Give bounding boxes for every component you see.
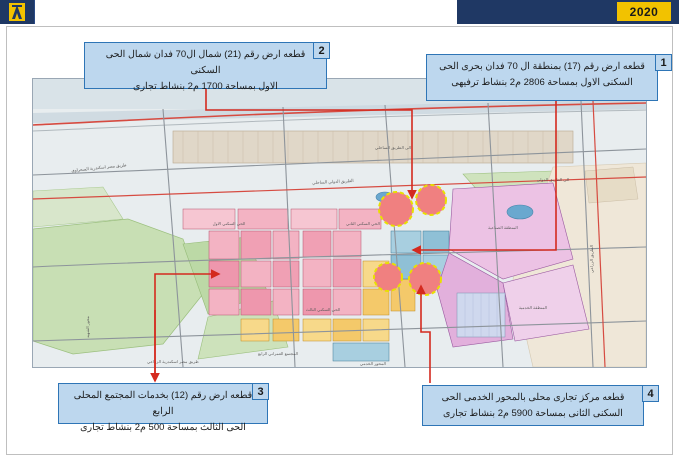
svg-text:الطريق الزراعي: الطريق الزراعي (589, 245, 594, 273)
top-bar (0, 0, 679, 24)
callout-box-3[interactable] (58, 383, 268, 433)
callout-box-2[interactable] (84, 42, 327, 92)
svg-text:الحي السكني الثاني: الحي السكني الثاني (346, 221, 380, 226)
svg-text:المنطقة الصناعية: المنطقة الصناعية (488, 225, 518, 230)
callout-number-2: 2 (313, 42, 330, 59)
year-badge: 2020 (617, 2, 671, 21)
callout-number-1: 1 (655, 54, 672, 71)
callout-number-3: 3 (252, 383, 269, 400)
callout-4-line-1: قطعه مركز تجارى محلى بالمحور الخدمى الحى (441, 392, 625, 403)
svg-text:الطريق الدولي الساحلي: الطريق الدولي الساحلي (312, 177, 354, 186)
callout-1-line-2: السكنى الاول بمساحة 2806 م2 بنشاط ترفيهى (451, 77, 633, 88)
map-graphic (33, 79, 646, 367)
callout-3-line-2: الحى الثالث بمساحة 500 م2 بنشاط تجارى (80, 422, 246, 433)
svg-text:الحي السكني الاول: الحي السكني الاول (212, 221, 246, 226)
callout-1-line-1: قطعه ارض رقم (17) بمنطقة ال 70 فدان بحرى الحى (439, 61, 645, 72)
callout-2-line-2: الاول بمساحة 1700 م2 بنشاط تجارى (133, 81, 278, 92)
city-map[interactable] (32, 78, 647, 368)
callout-box-1[interactable] (426, 54, 658, 101)
callout-4-line-2: السكنى الثانى بمساحة 5900 م2 بنشاط تجارى (443, 408, 623, 419)
svg-text:الى الطريق الدولي: الى الطريق الدولي (536, 177, 570, 182)
svg-text:الحي السكني الثالث: الحي السكني الثالث (305, 307, 341, 312)
callout-number-4: 4 (642, 385, 659, 402)
logo-container (0, 0, 35, 24)
svg-text:طريق مصر اسكندرية الصحراوي: طريق مصر اسكندرية الصحراوي (71, 162, 127, 173)
callout-2-line-1: قطعه ارض رقم (21) شمال ال70 فدان شمال الحى السكنى (105, 49, 306, 76)
svg-text:محور الشهيد: محور الشهيد (85, 316, 90, 338)
header-right-bar (457, 0, 679, 24)
callout-3-line-1: قطعه ارض رقم (12) بخدمات المجتمع المحلى الرابع (73, 390, 253, 417)
organization-logo-icon (9, 3, 25, 21)
svg-text:الى الطريق الساحلي: الى الطريق الساحلي (374, 145, 412, 150)
svg-text:المجتمع العمراني الرابع: المجتمع العمراني الرابع (257, 351, 299, 356)
svg-text:المحور الخدمي: المحور الخدمي (360, 361, 386, 366)
svg-text:المنطقة الخدمية: المنطقة الخدمية (518, 305, 548, 310)
svg-text:طريق مصر اسكندرية الزراعي: طريق مصر اسكندرية الزراعي (147, 359, 199, 364)
callout-box-4[interactable] (422, 385, 644, 426)
